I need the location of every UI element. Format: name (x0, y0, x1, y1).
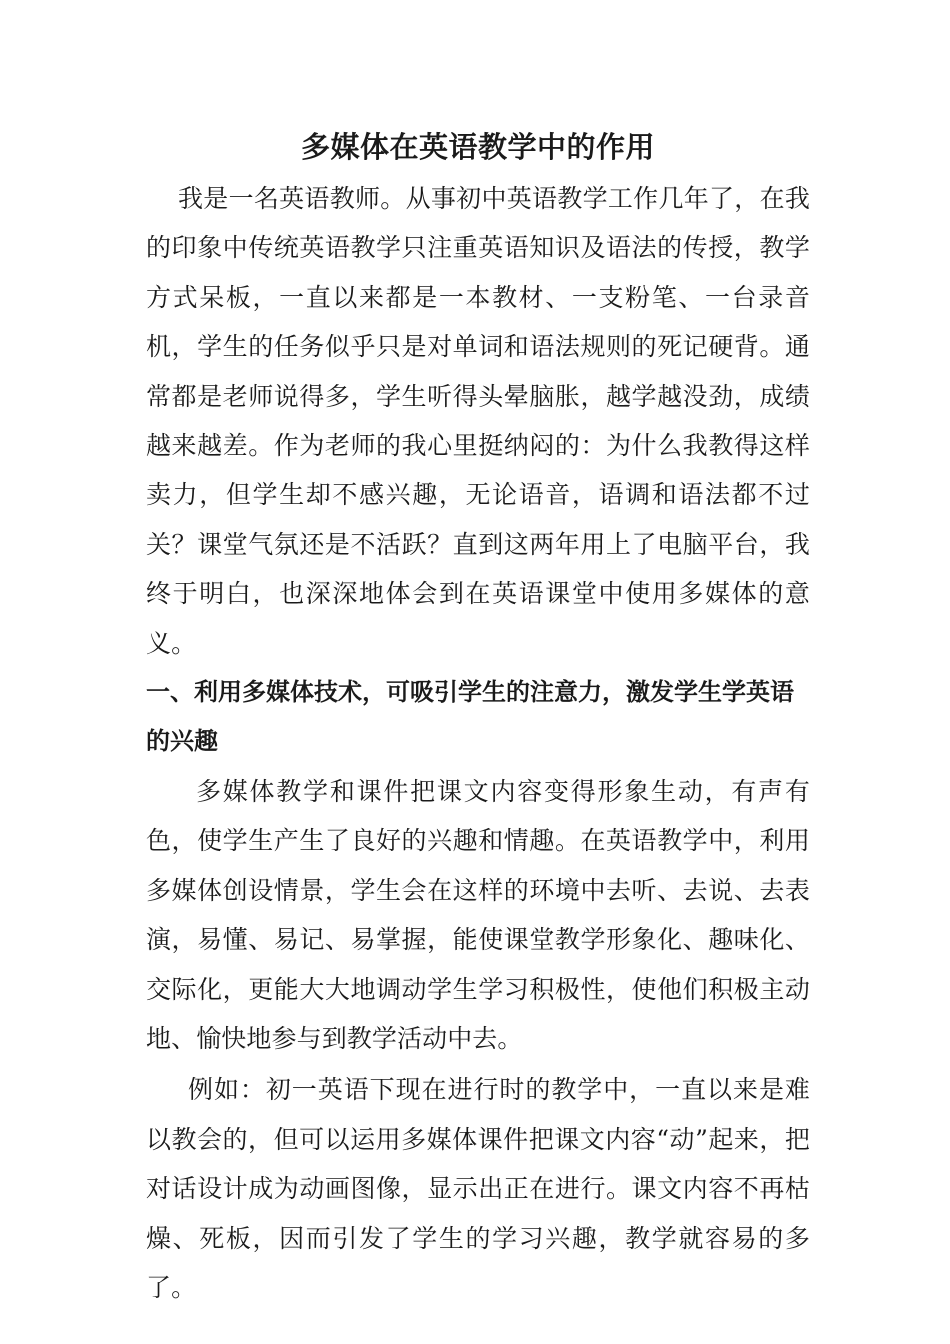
document-title: 多媒体在英语教学中的作用 (300, 130, 655, 164)
section-paragraph-2: 例如：初一英语下现在进行时的教学中，一直以来是难以教会的，但可以运用多媒体课件把课文内容“动”起来，把对话设计成为动画图像，显示出正在进行。课文内容不再枯燥、死板，因而引发了学生的学习兴趣，教学就容易的多了。 (146, 1075, 810, 1302)
section-paragraph-1: 多媒体教学和课件把课文内容变得形象生动，有声有色，使学生产生了良好的兴趣和情趣。在英语教学中，利用多媒体创设情景，学生会在这样的环境中去听、去说、去表演，易懂、易记、易掌握，能使课堂教学形象化、趣味化、交际化，更能大大地调动学生学习积极性，使他们积极主动地、愉快地参与到教学活动中去。 (146, 776, 810, 1053)
document-body (146, 124, 810, 1312)
intro-paragraph: 我是一名英语教师。从事初中英语教学工作几年了，在我的印象中传统英语教学只注重英语知识及语法的传授，教学方式呆板，一直以来都是一本教材、一支粉笔、一台录音机，学生的任务似乎只是对单词和语法规则的死记硬背。通常都是老师说得多，学生听得头晕脑胀，越学越没劲，成绩越来越差。作为老师的我心里挺纳闷的：为什么我教得这样卖力，但学生却不感兴趣，无论语音，语调和语法都不过关？课堂气氛还是不活跃？直到这两年用上了电脑平台，我终于明白，也深深地体会到在英语课堂中使用多媒体的意义。 (146, 184, 810, 658)
section-heading: 一、利用多媒体技术，可吸引学生的注意力，激发学生学英语的兴趣 (146, 678, 794, 756)
